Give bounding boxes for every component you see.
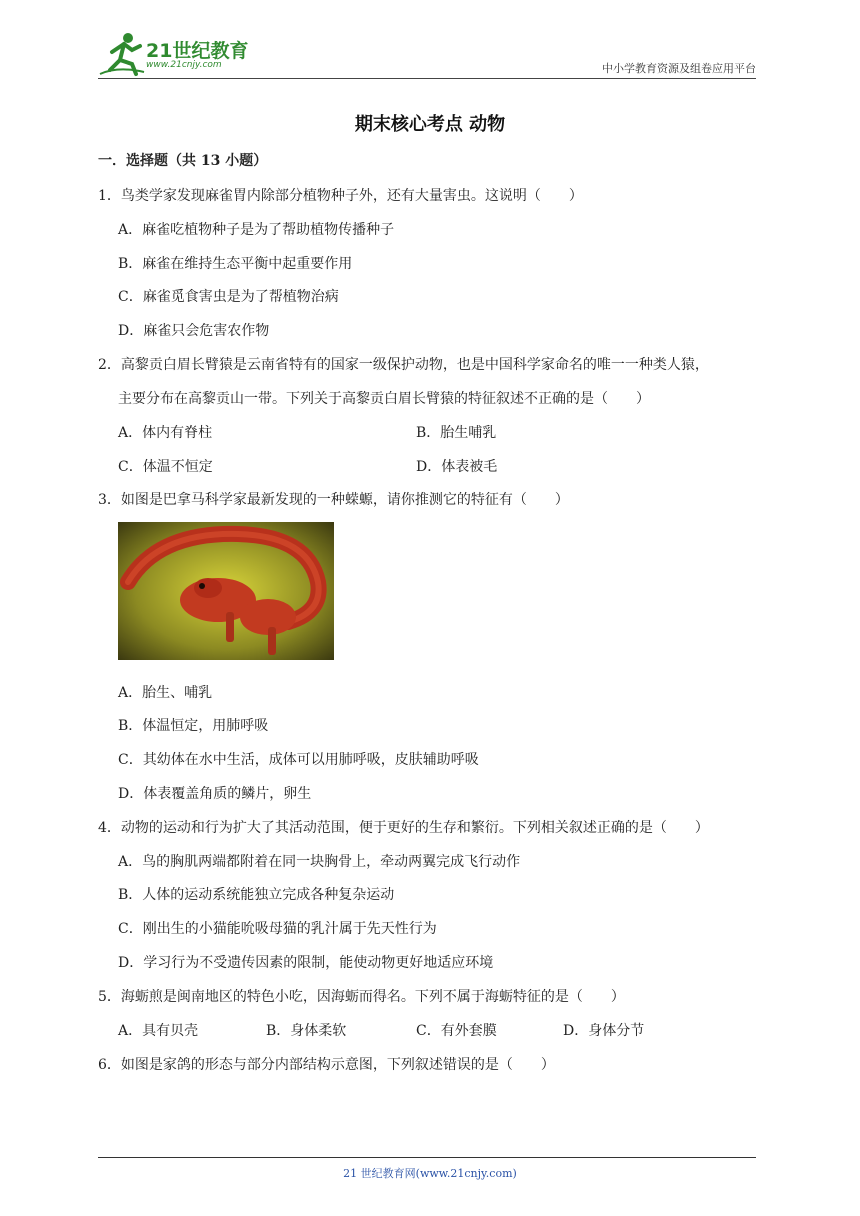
- question-2-stem-line-1: 2．高黎贡白眉长臂猿是云南省特有的国家一级保护动物，也是中国科学家命名的唯一一种类人猿，: [98, 357, 709, 373]
- question-2-option-a[interactable]: A．体内有脊柱: [118, 425, 213, 441]
- question-3-option-b[interactable]: B．体温恒定，用肺呼吸: [118, 718, 269, 734]
- salamander-photo: [118, 522, 334, 660]
- logo-url: www.21cnjy.com: [146, 60, 222, 70]
- question-1-option-c[interactable]: C．麻雀觅食害虫是为了帮植物治病: [118, 289, 339, 305]
- question-3-option-c[interactable]: C．其幼体在水中生活，成体可以用肺呼吸，皮肤辅助呼吸: [118, 752, 479, 768]
- question-3-stem: 3．如图是巴拿马科学家最新发现的一种蝾螈，请你推测它的特征有（ ）: [98, 492, 569, 508]
- logo: [98, 30, 268, 78]
- question-1-stem: 1．鸟类学家发现麻雀胃内除部分植物种子外，还有大量害虫。这说明（ ）: [98, 188, 583, 204]
- footer-divider: [98, 1157, 756, 1158]
- question-5-option-c[interactable]: C．有外套膜: [416, 1023, 497, 1039]
- page-title: 期末核心考点 动物: [354, 114, 506, 135]
- footer-text[interactable]: 21 世纪教育网(www.21cnjy.com): [343, 1167, 517, 1180]
- question-1-option-d[interactable]: D．麻雀只会危害农作物: [118, 323, 270, 339]
- runner-logo-icon: [98, 30, 146, 78]
- section-heading: 一．选择题（共 13 小题）: [98, 153, 268, 169]
- platform-name: 中小学教育资源及组卷应用平台: [602, 62, 756, 75]
- question-2-option-b[interactable]: B．胎生哺乳: [416, 425, 497, 441]
- logo-text: 21世纪教育: [146, 40, 249, 62]
- question-2-stem-line-2: 主要分布在高黎贡山一带。下列关于高黎贡白眉长臂猿的特征叙述不正确的是（ ）: [118, 391, 650, 407]
- question-4-option-b[interactable]: B．人体的运动系统能独立完成各种复杂运动: [118, 887, 395, 903]
- page-header: [98, 30, 756, 79]
- question-4-stem: 4．动物的运动和行为扩大了其活动范围，便于更好的生存和繁衍。下列相关叙述正确的是（ ）: [98, 820, 709, 836]
- question-3-option-a[interactable]: A．胎生、哺乳: [118, 685, 213, 701]
- question-4-option-c[interactable]: C．刚出生的小猫能吮吸母猫的乳汁属于先天性行为: [118, 921, 437, 937]
- question-1-option-b[interactable]: B．麻雀在维持生态平衡中起重要作用: [118, 256, 353, 272]
- question-6-stem: 6．如图是家鸽的形态与部分内部结构示意图，下列叙述错误的是（ ）: [98, 1057, 555, 1073]
- question-2-option-c[interactable]: C．体温不恒定: [118, 459, 213, 475]
- question-5-option-b[interactable]: B．身体柔软: [266, 1023, 347, 1039]
- question-5-option-d[interactable]: D．身体分节: [563, 1023, 645, 1039]
- question-4-option-d[interactable]: D．学习行为不受遗传因素的限制，能使动物更好地适应环境: [118, 955, 494, 971]
- question-4-option-a[interactable]: A．鸟的胸肌两端都附着在同一块胸骨上，牵动两翼完成飞行动作: [118, 854, 521, 870]
- question-5-option-a[interactable]: A．具有贝壳: [118, 1023, 199, 1039]
- question-2-option-d[interactable]: D．体表被毛: [416, 459, 498, 475]
- question-1-option-a[interactable]: A．麻雀吃植物种子是为了帮助植物传播种子: [118, 222, 395, 238]
- question-3-option-d[interactable]: D．体表覆盖角质的鳞片，卵生: [118, 786, 312, 802]
- question-5-stem: 5．海蛎煎是闽南地区的特色小吃，因海蛎而得名。下列不属于海蛎特征的是（ ）: [98, 989, 625, 1005]
